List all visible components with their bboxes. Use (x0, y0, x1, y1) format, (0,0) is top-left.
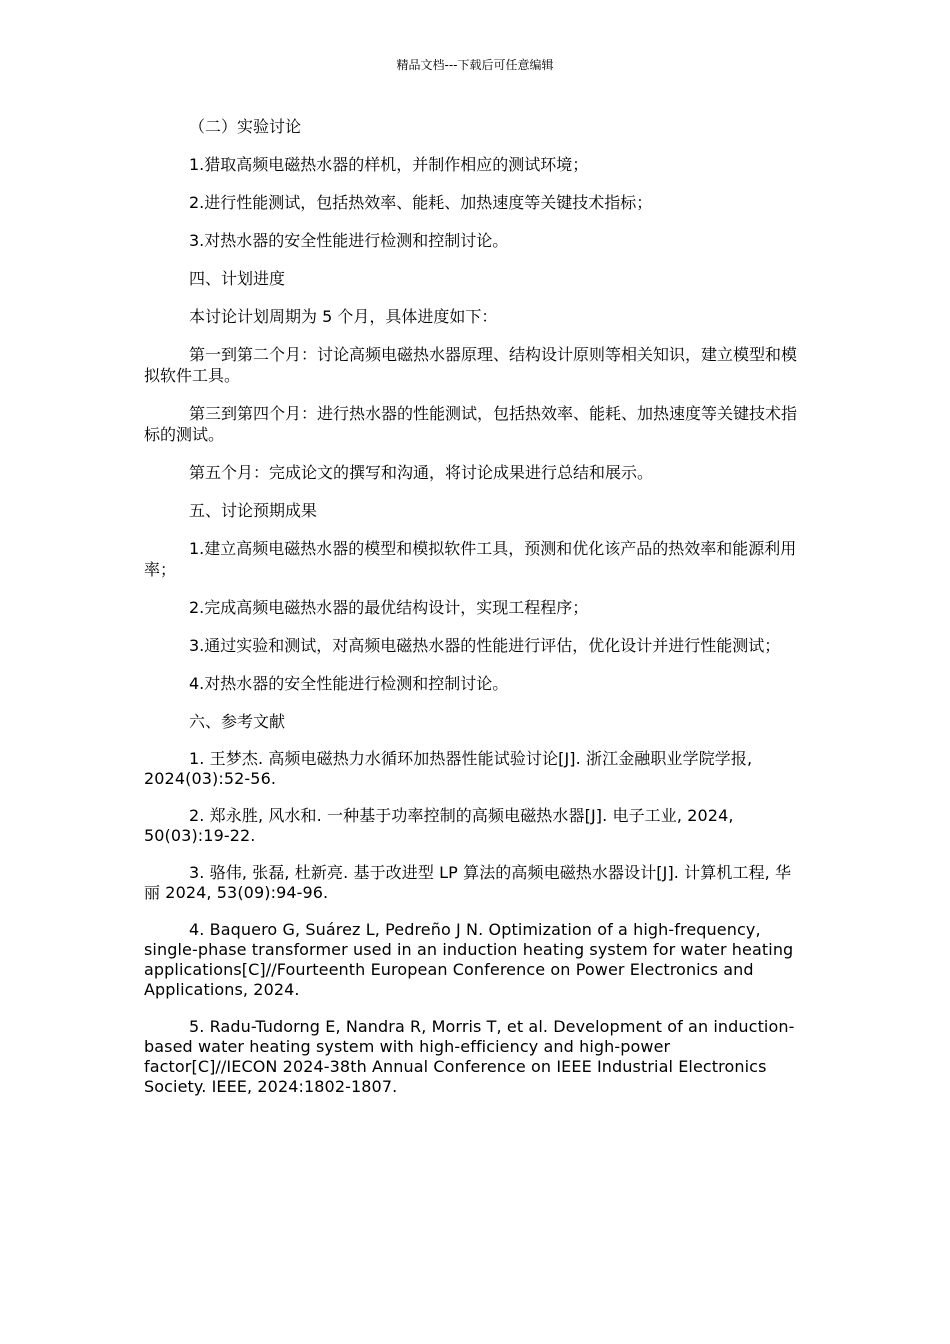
experiment-item: 2.进行性能测试，包括热效率、能耗、加热速度等关键技术指标； (189, 193, 653, 212)
reference-item: 5. Radu-Tudorng E, Nandra R, Morris T, et al. Development of an induction-based water heating system with high-efficiency and high-power factor[C]//IECON 2024-38th Annual Conference on IEEE Industrial Electronics Society. IEEE, 2024:1802-1807. (144, 1017, 795, 1096)
plan-intro: 本讨论计划周期为 5 个月，具体进度如下： (189, 307, 498, 326)
plan-item: 第一到第二个月：讨论高频电磁热水器原理、结构设计原则等相关知识，建立模型和模拟软件工具。 (144, 345, 798, 385)
result-item: 2.完成高频电磁热水器的最优结构设计，实现工程程序； (189, 598, 589, 617)
experiment-item: 3.对热水器的安全性能进行检测和控制讨论。 (189, 231, 509, 250)
plan-item: 第三到第四个月：进行热水器的性能测试，包括热效率、能耗、加热速度等关键技术指标的测试。 (144, 404, 798, 444)
reference-item: 4. Baquero G, Suárez L, Pedreño J N. Optimization of a high-frequency, single-phase transformer used in an induction heating system for water heating applications[C]//Fourteenth European Conference on Power Electronics and Applications, 2024. (144, 920, 794, 999)
result-item: 4.对热水器的安全性能进行检测和控制讨论。 (189, 674, 509, 693)
page-header: 精品文档---下载后可任意编辑 (396, 58, 554, 72)
reference-item: 1. 王梦杰. 高频电磁热力水循环加热器性能试验讨论[J]. 浙江金融职业学院学报, 2024(03):52-56. (144, 749, 753, 788)
result-item: 1.建立高频电磁热水器的模型和模拟软件工具，预测和优化该产品的热效率和能源利用率； (144, 539, 797, 579)
reference-item: 2. 郑永胜, 风水和. 一种基于功率控制的高频电磁热水器[J]. 电子工业, 2024, 50(03):19-22. (144, 806, 734, 845)
plan-item: 第五个月：完成论文的撰写和沟通，将讨论成果进行总结和展示。 (189, 463, 654, 482)
section-heading: 六、参考文献 (189, 712, 286, 731)
section-heading: （二）实验讨论 (189, 117, 302, 136)
section-heading: 五、讨论预期成果 (189, 501, 318, 520)
section-heading: 四、计划进度 (189, 269, 286, 288)
result-item: 3.通过实验和测试，对高频电磁热水器的性能进行评估，优化设计并进行性能测试； (189, 636, 781, 655)
experiment-item: 1.猎取高频电磁热水器的样机，并制作相应的测试环境； (189, 155, 589, 174)
document-body (144, 116, 806, 1114)
reference-item: 3. 骆伟, 张磊, 杜新亮. 基于改进型 LP 算法的高频电磁热水器设计[J]. 计算机工程, 华丽 2024, 53(09):94-96. (144, 863, 792, 902)
